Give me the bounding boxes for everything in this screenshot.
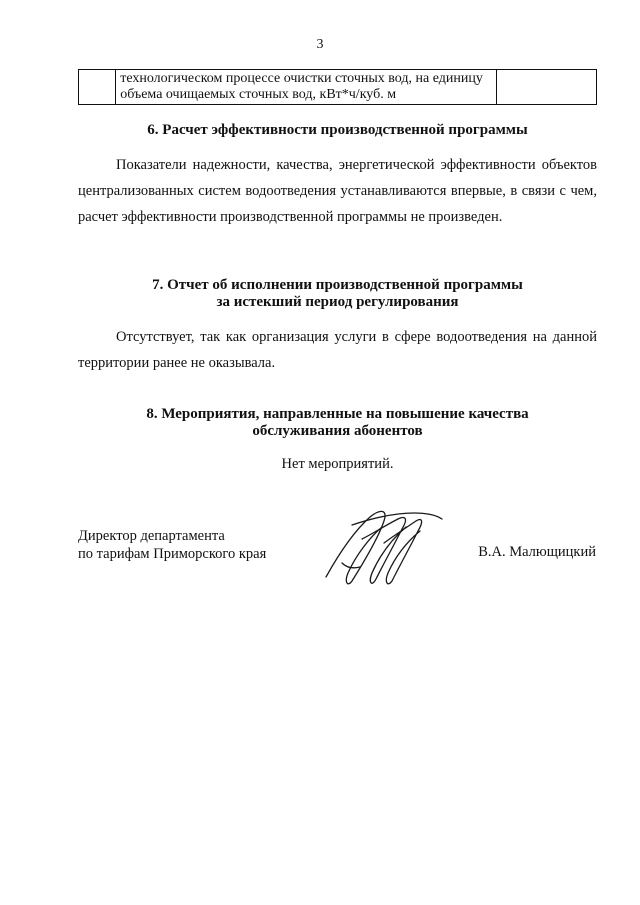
page-number: 3	[316, 37, 324, 52]
signatory-position-line: Директор департамента	[78, 528, 225, 544]
indicator-table-fragment	[78, 69, 597, 105]
section-8-heading-line: 8. Мероприятия, направленные на повышение качества	[146, 406, 529, 422]
section-6-heading: 6. Расчет эффективности производственной программы	[147, 122, 528, 138]
section-8-heading	[78, 406, 597, 440]
table-cell-value	[497, 70, 597, 105]
table-row	[79, 70, 597, 105]
section-8-heading-line: обслуживания абонентов	[252, 423, 423, 439]
signatory-name: В.А. Малющицкий	[478, 544, 596, 560]
section-7-heading	[78, 277, 597, 311]
table-cell-indicator	[116, 70, 497, 105]
table-cell-line: технологическом процессе очистки сточных вод, на единицу	[120, 71, 483, 86]
section-7-heading-line: за истекший период регулирования	[216, 294, 459, 310]
section-7-paragraph: Отсутствует, так как организация услуги в сфере водоотведения на данной территории ранее не оказывала.	[78, 329, 597, 371]
table-cell-number	[79, 70, 116, 105]
signatory-position-line: по тарифам Приморского края	[78, 546, 267, 562]
section-8-text: Нет мероприятий.	[281, 456, 394, 472]
table-cell-line: объема очищаемых сточных вод, кВт*ч/куб. м	[120, 87, 397, 102]
signatory-position	[78, 527, 266, 563]
handwritten-signature	[322, 503, 444, 591]
section-7-heading-line: 7. Отчет об исполнении производственной программы	[152, 277, 523, 293]
section-6-paragraph: Показатели надежности, качества, энергетической эффективности объектов централизованных систем водоотведения устанавливаются впервые, в связи с чем, расчет эффективности производственной программы не произведен.	[78, 157, 597, 225]
